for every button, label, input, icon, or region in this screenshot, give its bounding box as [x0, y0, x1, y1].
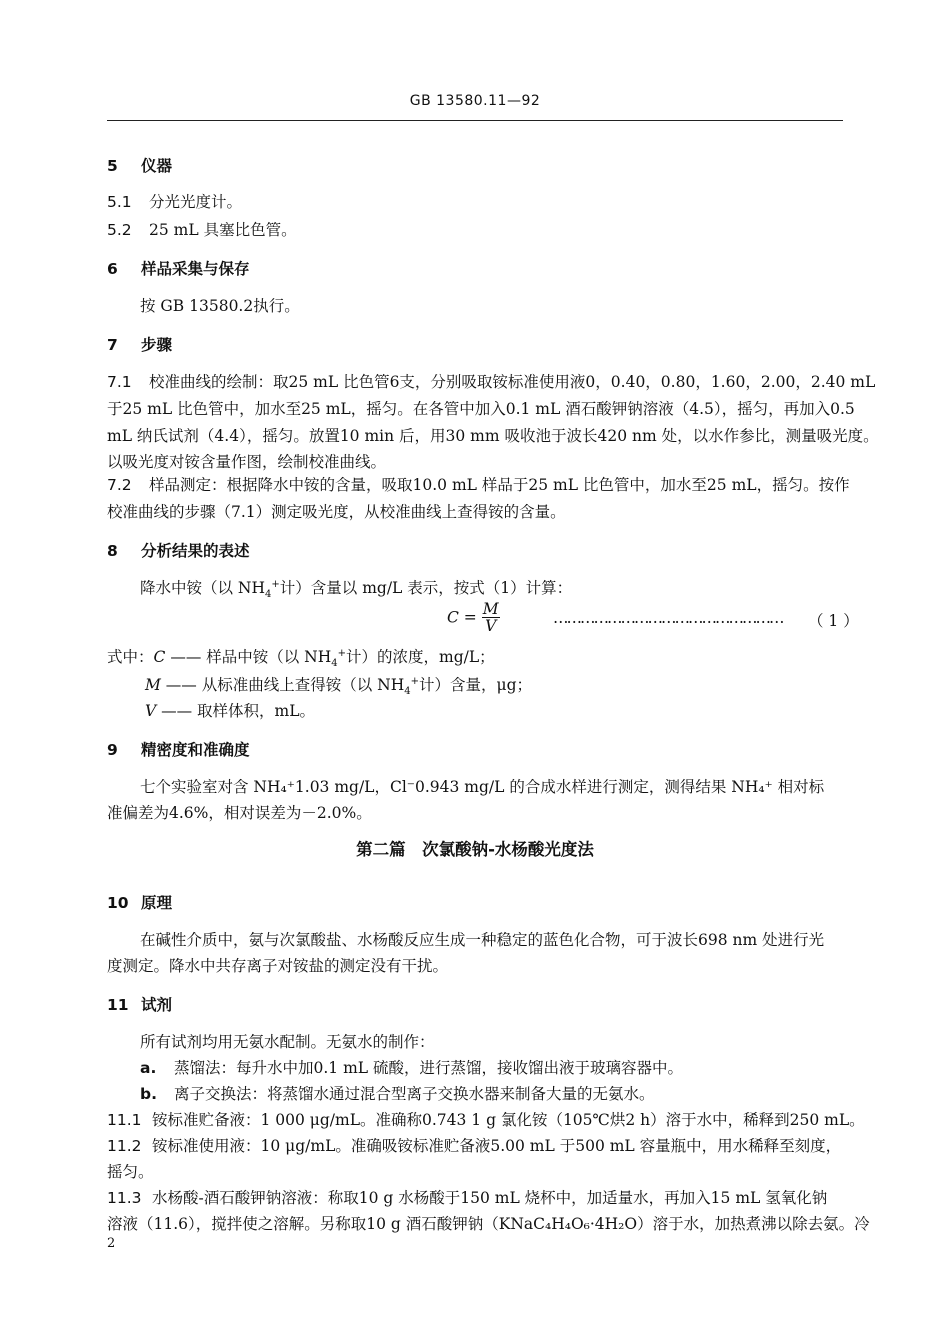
clause-7-2-line2: 校准曲线的步骤（7.1）测定吸光度，从校准曲线上查得铵的含量。: [107, 503, 566, 521]
section-11-intro: 所有试剂均用无氨水配制。无氨水的制作：: [140, 1033, 435, 1051]
where-m: [145, 673, 532, 697]
where-c-text-a: —— 样品中铵（以 NH: [165, 648, 332, 666]
superscript: +: [271, 578, 280, 590]
superscript: +: [337, 647, 347, 659]
section-7-heading: [107, 333, 172, 355]
header-rule: [107, 120, 843, 121]
formula-number: （ 1 ）: [808, 612, 859, 630]
clause-11-3-line1: [107, 1186, 827, 1208]
part-2-title: 第二篇 次氯酸钠-水杨酸光度法: [356, 840, 594, 859]
where-prefix: 式中：: [107, 648, 154, 666]
clause-5-2: [107, 218, 297, 240]
document-code: GB 13580.11—92: [409, 93, 541, 109]
clause-number: 5.2: [107, 221, 132, 239]
symbol-m: M: [145, 676, 161, 694]
section-9-line2: 准偏差为4.6%，相对误差为－2.0%。: [107, 804, 372, 822]
section-number: 8: [107, 542, 118, 560]
formula-lhs: C =: [447, 608, 477, 627]
clause-number: 11.1: [107, 1111, 142, 1129]
clause-number: 5.1: [107, 193, 132, 211]
section-8-intro: [140, 576, 572, 600]
section-number: 7: [107, 336, 118, 354]
intro-text-a: 降水中铵（以 NH: [140, 579, 266, 597]
formula-numerator: M: [482, 600, 499, 618]
clause-text: 水杨酸-酒石酸钾钠溶液：称取10 g 水杨酸于150 mL 烧杯中，加适量水，再加入15 mL 氢氧化钠: [152, 1189, 828, 1207]
where-m-text-a: —— 从标准曲线上查得铵（以 NH: [160, 676, 405, 694]
clause-number: 7.2: [107, 476, 132, 494]
clause-7-1-line2: 于25 mL 比色管中，加水至25 mL，摇匀。在各管中加入0.1 mL 酒石酸钾钠溶液（4.5），摇匀，再加入0.5: [107, 400, 855, 418]
clause-7-1-line1: [107, 370, 875, 392]
clause-11-1: [107, 1108, 865, 1130]
superscript: +: [410, 675, 420, 687]
section-number: 10: [107, 894, 129, 912]
subscript: 4: [265, 589, 272, 601]
section-title: 原理: [141, 894, 173, 912]
clause-7-2-line1: [107, 473, 850, 495]
clause-number: 7.1: [107, 373, 132, 391]
section-title: 试剂: [141, 996, 173, 1014]
section-number: 11: [107, 996, 129, 1014]
section-5-heading: [107, 154, 172, 176]
section-10-line1: 在碱性介质中，氨与次氯酸盐、水杨酸反应生成一种稳定的蓝色化合物，可于波长698 nm 处进行光: [140, 931, 825, 949]
where-c: [107, 645, 495, 669]
clause-5-1: [107, 190, 242, 212]
section-8-heading: [107, 539, 250, 561]
section-9-heading: [107, 738, 250, 760]
section-6-heading: [107, 257, 250, 279]
clause-text: 25 mL 具塞比色管。: [149, 221, 297, 239]
section-title: 步骤: [141, 336, 173, 354]
item-b: [140, 1082, 655, 1104]
section-9-line1: 七个实验室对含 NH₄⁺1.03 mg/L，Cl⁻0.943 mg/L 的合成水样进行测定，测得结果 NH₄⁺ 相对标: [140, 778, 825, 796]
section-title: 分析结果的表述: [141, 542, 250, 560]
page-number: 2: [107, 1236, 116, 1251]
subscript: 4: [404, 686, 411, 698]
section-title: 样品采集与保存: [141, 260, 250, 278]
clause-text: 铵标准贮备液：1 000 μg/mL。准确称0.743 1 g 氯化铵（105℃烘2 h）溶于水中，稀释到250 mL。: [152, 1111, 865, 1129]
section-title: 精密度和准确度: [141, 741, 250, 759]
subscript: 4: [331, 658, 338, 670]
clause-text: 校准曲线的绘制：取25 mL 比色管6支，分别吸取铵标准使用液0，0.40，0.80，1.60，2.00，2.40 mL: [149, 373, 876, 391]
intro-text-b: 计）含量以 mg/L 表示，按式（1）计算：: [279, 579, 573, 597]
symbol-v: V: [145, 702, 157, 720]
clause-11-2-line1: [107, 1134, 841, 1156]
clause-text: 样品测定：根据降水中铵的含量，吸取10.0 mL 样品于25 mL 比色管中，加水至25 mL，摇匀。按作: [149, 476, 850, 494]
item-label: b.: [140, 1085, 157, 1103]
formula-fraction: [482, 601, 500, 634]
item-label: a.: [140, 1059, 157, 1077]
item-text: 蒸馏法：每升水中加0.1 mL 硫酸，进行蒸馏，接收馏出液于玻璃容器中。: [174, 1059, 683, 1077]
item-a: [140, 1056, 683, 1078]
section-11-heading: [107, 993, 172, 1015]
clause-text: 铵标准使用液：10 μg/mL。准确吸铵标准贮备液5.00 mL 于500 mL 容量瓶中，用水稀释至刻度，: [152, 1137, 842, 1155]
clause-7-1-line3: mL 纳氏试剂（4.4），摇匀。放置10 min 后，用30 mm 吸收池于波长420 nm 处，以水作参比，测量吸光度。: [107, 427, 879, 445]
formula-leader: ……………………………………………: [553, 609, 783, 627]
clause-number: 11.2: [107, 1137, 142, 1155]
where-v-text: —— 取样体积，mL。: [156, 702, 316, 720]
clause-number: 11.3: [107, 1189, 142, 1207]
clause-11-2-line2: 摇匀。: [107, 1163, 154, 1181]
clause-7-1-line4: 以吸光度对铵含量作图，绘制校准曲线。: [107, 453, 387, 471]
clause-11-3-line2: 溶液（11.6），搅拌使之溶解。另称取10 g 酒石酸钾钠（KNaC₄H₄O₆·4H₂O）溶于水，加热煮沸以除去氨。冷: [107, 1215, 870, 1233]
where-c-text-b: 计）的浓度，mg/L；: [346, 648, 495, 666]
formula-denominator: V: [485, 617, 497, 635]
section-10-line2: 度测定。降水中共存离子对铵盐的测定没有干扰。: [107, 957, 449, 975]
section-10-heading: [107, 891, 172, 913]
clause-text: 分光光度计。: [149, 193, 243, 211]
where-v: [145, 699, 315, 721]
section-number: 6: [107, 260, 118, 278]
symbol-c: C: [153, 648, 166, 666]
item-text: 离子交换法：将蒸馏水通过混合型离子交换水器来制备大量的无氨水。: [174, 1085, 655, 1103]
section-number: 9: [107, 741, 118, 759]
section-6-text: 按 GB 13580.2执行。: [140, 297, 300, 315]
section-title: 仪器: [141, 157, 173, 175]
formula-1: [447, 601, 500, 634]
section-number: 5: [107, 157, 118, 175]
where-m-text-b: 计）含量，μg；: [419, 676, 533, 694]
